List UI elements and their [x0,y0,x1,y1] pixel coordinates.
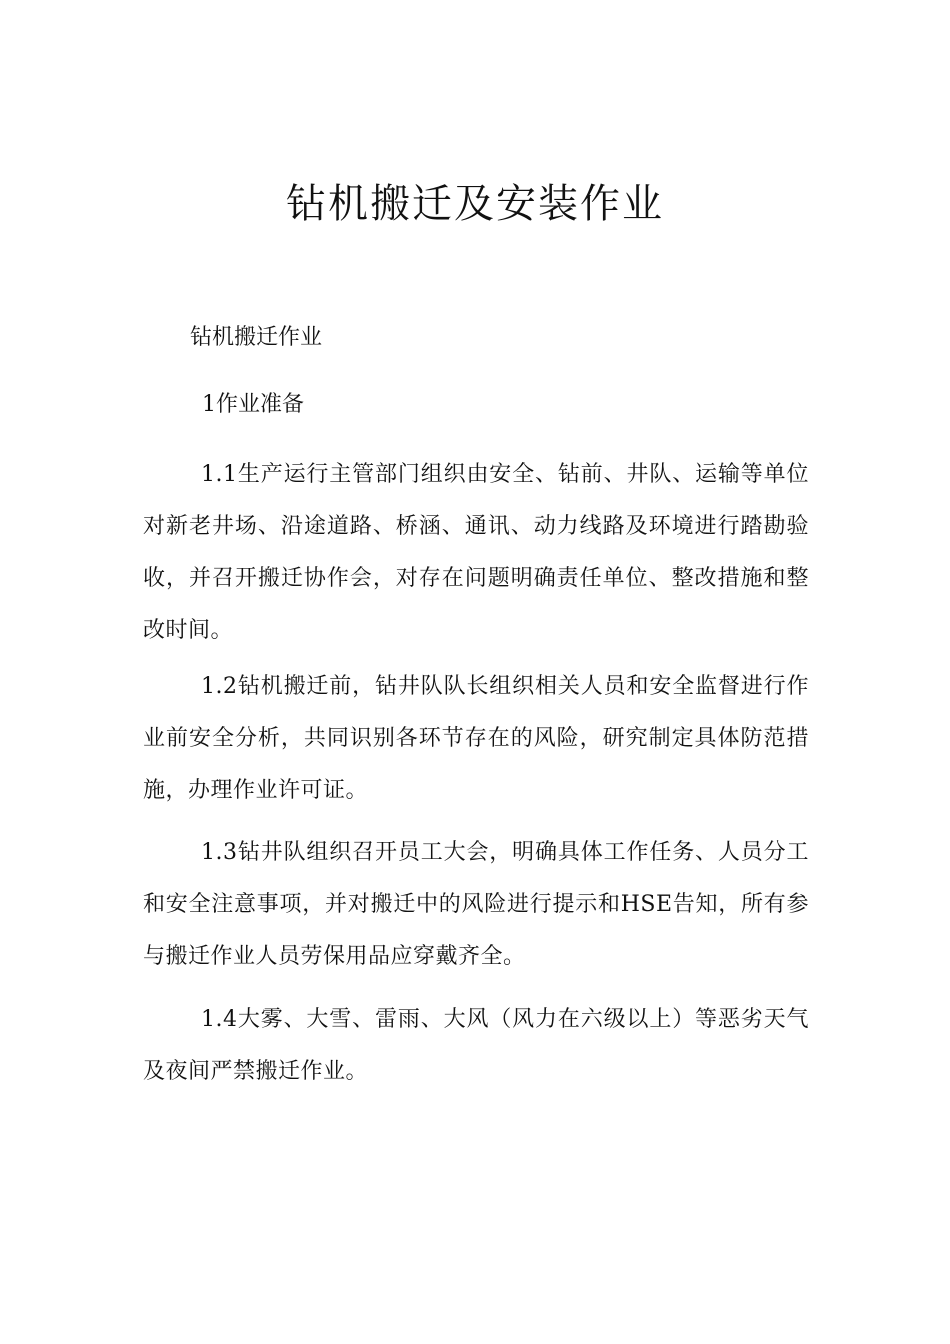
paragraph-1-1: 1.1生产运行主管部门组织由安全、钻前、井队、运输等单位对新老井场、沿途道路、桥涵、通讯、动力线路及环境进行踏勘验收，并召开搬迁协作会，对存在问题明确责任单位、整改措施和整改时间。 [143,462,809,643]
paragraph-1-2: 1.2钻机搬迁前，钻井队队长组织相关人员和安全监督进行作业前安全分析，共同识别各环节存在的风险，研究制定具体防范措施，办理作业许可证。 [143,674,809,803]
section-heading: 钻机搬迁作业 [190,325,323,350]
document-title: 钻机搬迁及安装作业 [286,181,664,227]
sub-heading: 1作业准备 [202,392,304,417]
paragraph-1-3: 1.3钻井队组织召开员工大会，明确具体工作任务、人员分工和安全注意事项，并对搬迁中的风险进行提示和HSE告知，所有参与搬迁作业人员劳保用品应穿戴齐全。 [143,840,809,969]
paragraph-1-4: 1.4大雾、大雪、雷雨、大风（风力在六级以上）等恶劣天气及夜间严禁搬迁作业。 [143,1007,809,1084]
